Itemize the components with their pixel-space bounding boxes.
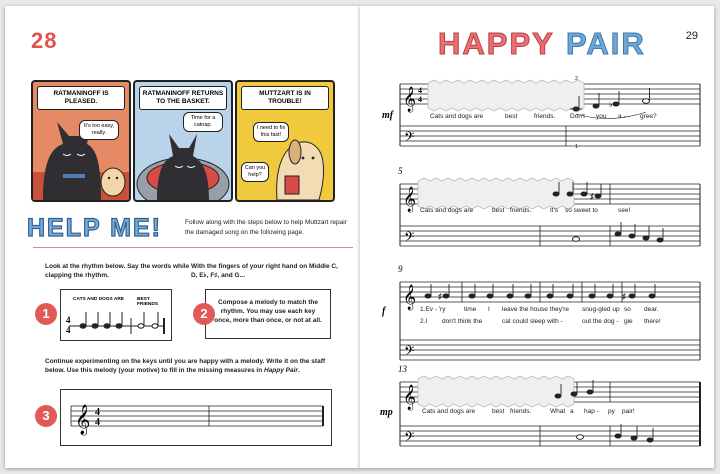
lyric-2-4: so sweet to [565, 207, 598, 214]
svg-text:♭: ♭ [609, 100, 613, 109]
step1-instruction: Look at the rhythm below. Say the words while clapping the rhythm. [45, 263, 190, 279]
lyric-3a-1: time [464, 306, 477, 313]
lyric-2-2: friends. [510, 207, 532, 214]
step2-instruction: With the fingers of your right hand on Middle C, D, E♭, F♯, and G... [191, 263, 338, 279]
song-title-happy: HAPPY [438, 26, 555, 61]
rhythm-notation [61, 304, 171, 338]
svg-text:4: 4 [418, 95, 422, 104]
svg-text:𝄢: 𝄢 [404, 131, 415, 148]
lyric-4-5: hap - [584, 408, 599, 415]
motive-time-bottom: 4 [95, 417, 100, 428]
comic-caption-2: RATMANINOFF RETURNS TO THE BASKET. [139, 86, 227, 110]
fingering-top: 2 [575, 76, 579, 82]
lyric-1-5: a - [618, 113, 626, 120]
step3-song-title: Happy Pair [264, 367, 298, 374]
motive-staff[interactable] [61, 390, 331, 445]
svg-text:𝄞: 𝄞 [403, 86, 417, 111]
measure-number-5: 5 [398, 166, 403, 176]
rhythm-box [60, 289, 172, 341]
step2-box: Compose a melody to match the rhythm. You may use each key once, more than once, or not at all. [205, 289, 331, 339]
svg-text:♯: ♯ [590, 192, 594, 201]
lyric-3a-0: 1.Ev - 'ry [420, 306, 446, 313]
rhythm-label-1: CATS AND DOGS ARE [73, 297, 124, 302]
lyric-4-4: a [570, 408, 574, 415]
comic-bubble-3b: Can you help? [241, 162, 269, 182]
fingering-bottom: 1 [575, 144, 579, 150]
svg-text:𝄞: 𝄞 [403, 186, 417, 211]
svg-text:4: 4 [418, 86, 422, 95]
lyric-1-1: best [505, 113, 518, 120]
lyric-4-1: best [492, 408, 505, 415]
step2-badge: 2 [193, 303, 215, 325]
motive-time-top: 4 [95, 407, 100, 418]
dynamic-4: mp [380, 407, 393, 418]
svg-text:𝄢: 𝄢 [404, 231, 415, 248]
lyric-3b-4: gie [624, 318, 633, 325]
comic-bubble-2: Time for a catnap. [183, 112, 223, 132]
rhythm-label-2: BEST FRIENDS [137, 297, 159, 307]
rhythm-time-bottom: 4 [66, 325, 71, 335]
comic-caption-3: MUTTZART IS IN TROUBLE! [241, 86, 329, 110]
svg-text:𝄢: 𝄢 [404, 345, 415, 362]
dynamic-1: mf [382, 110, 394, 121]
lyric-3a-2: I [488, 306, 490, 313]
intro-text: Follow along with the steps below to help Muttzart repair the damaged song on the following page. [185, 219, 347, 236]
lyric-3a-5: so [624, 306, 631, 313]
lyric-3b-3: out the dog - [582, 318, 619, 325]
lyric-1-0: Cats and dogs are [430, 113, 484, 120]
lyric-3a-6: dear. [644, 306, 659, 313]
step3-instruction [45, 357, 345, 375]
lyric-3a-4: snug-gled up [582, 306, 620, 313]
svg-text:𝄞: 𝄞 [403, 384, 417, 409]
lyric-1-4: you [596, 113, 607, 120]
lyric-4-3: What [550, 408, 566, 415]
comic-panel-3 [235, 80, 335, 202]
lyric-1-2: friends. [534, 113, 556, 120]
lyric-4-6: py [608, 408, 615, 415]
left-page [5, 6, 360, 468]
score [360, 6, 714, 468]
lyric-2-3: It's [550, 207, 559, 214]
step3-text-1: Continue experimenting on the keys until you are happy with a melody. Write it on the staff below. Use this melody (your motive) to fill in the missing measures in [45, 358, 326, 374]
lyric-3b-0: 2.I [420, 318, 428, 325]
measure-number-13: 13 [398, 364, 407, 374]
svg-text:♯: ♯ [622, 292, 626, 301]
comic-caption-1: RATMANINOFF IS PLEASED. [37, 86, 125, 110]
lyric-1-6: gree? [640, 113, 657, 120]
svg-text:♯: ♯ [438, 292, 442, 301]
lyric-3a-3: leave the house they're [502, 306, 570, 313]
lyric-2-5: see! [618, 207, 631, 214]
step3-text-2: . [297, 367, 300, 374]
svg-text:𝄞: 𝄞 [403, 284, 417, 309]
page-number-left: 28 [31, 28, 58, 53]
lyric-4-0: Cats and dogs are [422, 408, 476, 415]
song-title-pair: PAIR [566, 26, 646, 61]
comic-bubble-1: It's too easy, really. [79, 120, 119, 140]
lyric-2-1: best [492, 207, 505, 214]
lyric-3b-5: there! [644, 318, 661, 325]
lyric-4-2: friends. [510, 408, 532, 415]
svg-text:𝄢: 𝄢 [404, 431, 415, 448]
svg-text:𝄞: 𝄞 [75, 405, 91, 434]
divider [33, 247, 353, 248]
motive-staff-box [60, 389, 332, 446]
lyric-3b-2: cat could sleep with - [502, 318, 563, 325]
lyric-3b-1: don't think the [442, 318, 483, 325]
lyric-1-3: Don't [570, 113, 585, 120]
lyric-4-7: pair! [622, 408, 635, 415]
step1-badge: 1 [35, 303, 57, 325]
comic-panel-1 [31, 80, 131, 202]
help-me-title: HELP ME! [27, 214, 162, 242]
lyric-2-0: Cats and dogs are [420, 207, 474, 214]
rhythm-time-top: 4 [66, 315, 71, 325]
dynamic-3: f [382, 306, 386, 317]
page-number-right: 29 [685, 30, 698, 42]
right-page [360, 6, 714, 468]
comic-bubble-3a: I need to fix this fast! [253, 122, 289, 142]
comic-panel-2 [133, 80, 233, 202]
measure-number-9: 9 [398, 264, 403, 274]
step3-badge: 3 [35, 405, 57, 427]
